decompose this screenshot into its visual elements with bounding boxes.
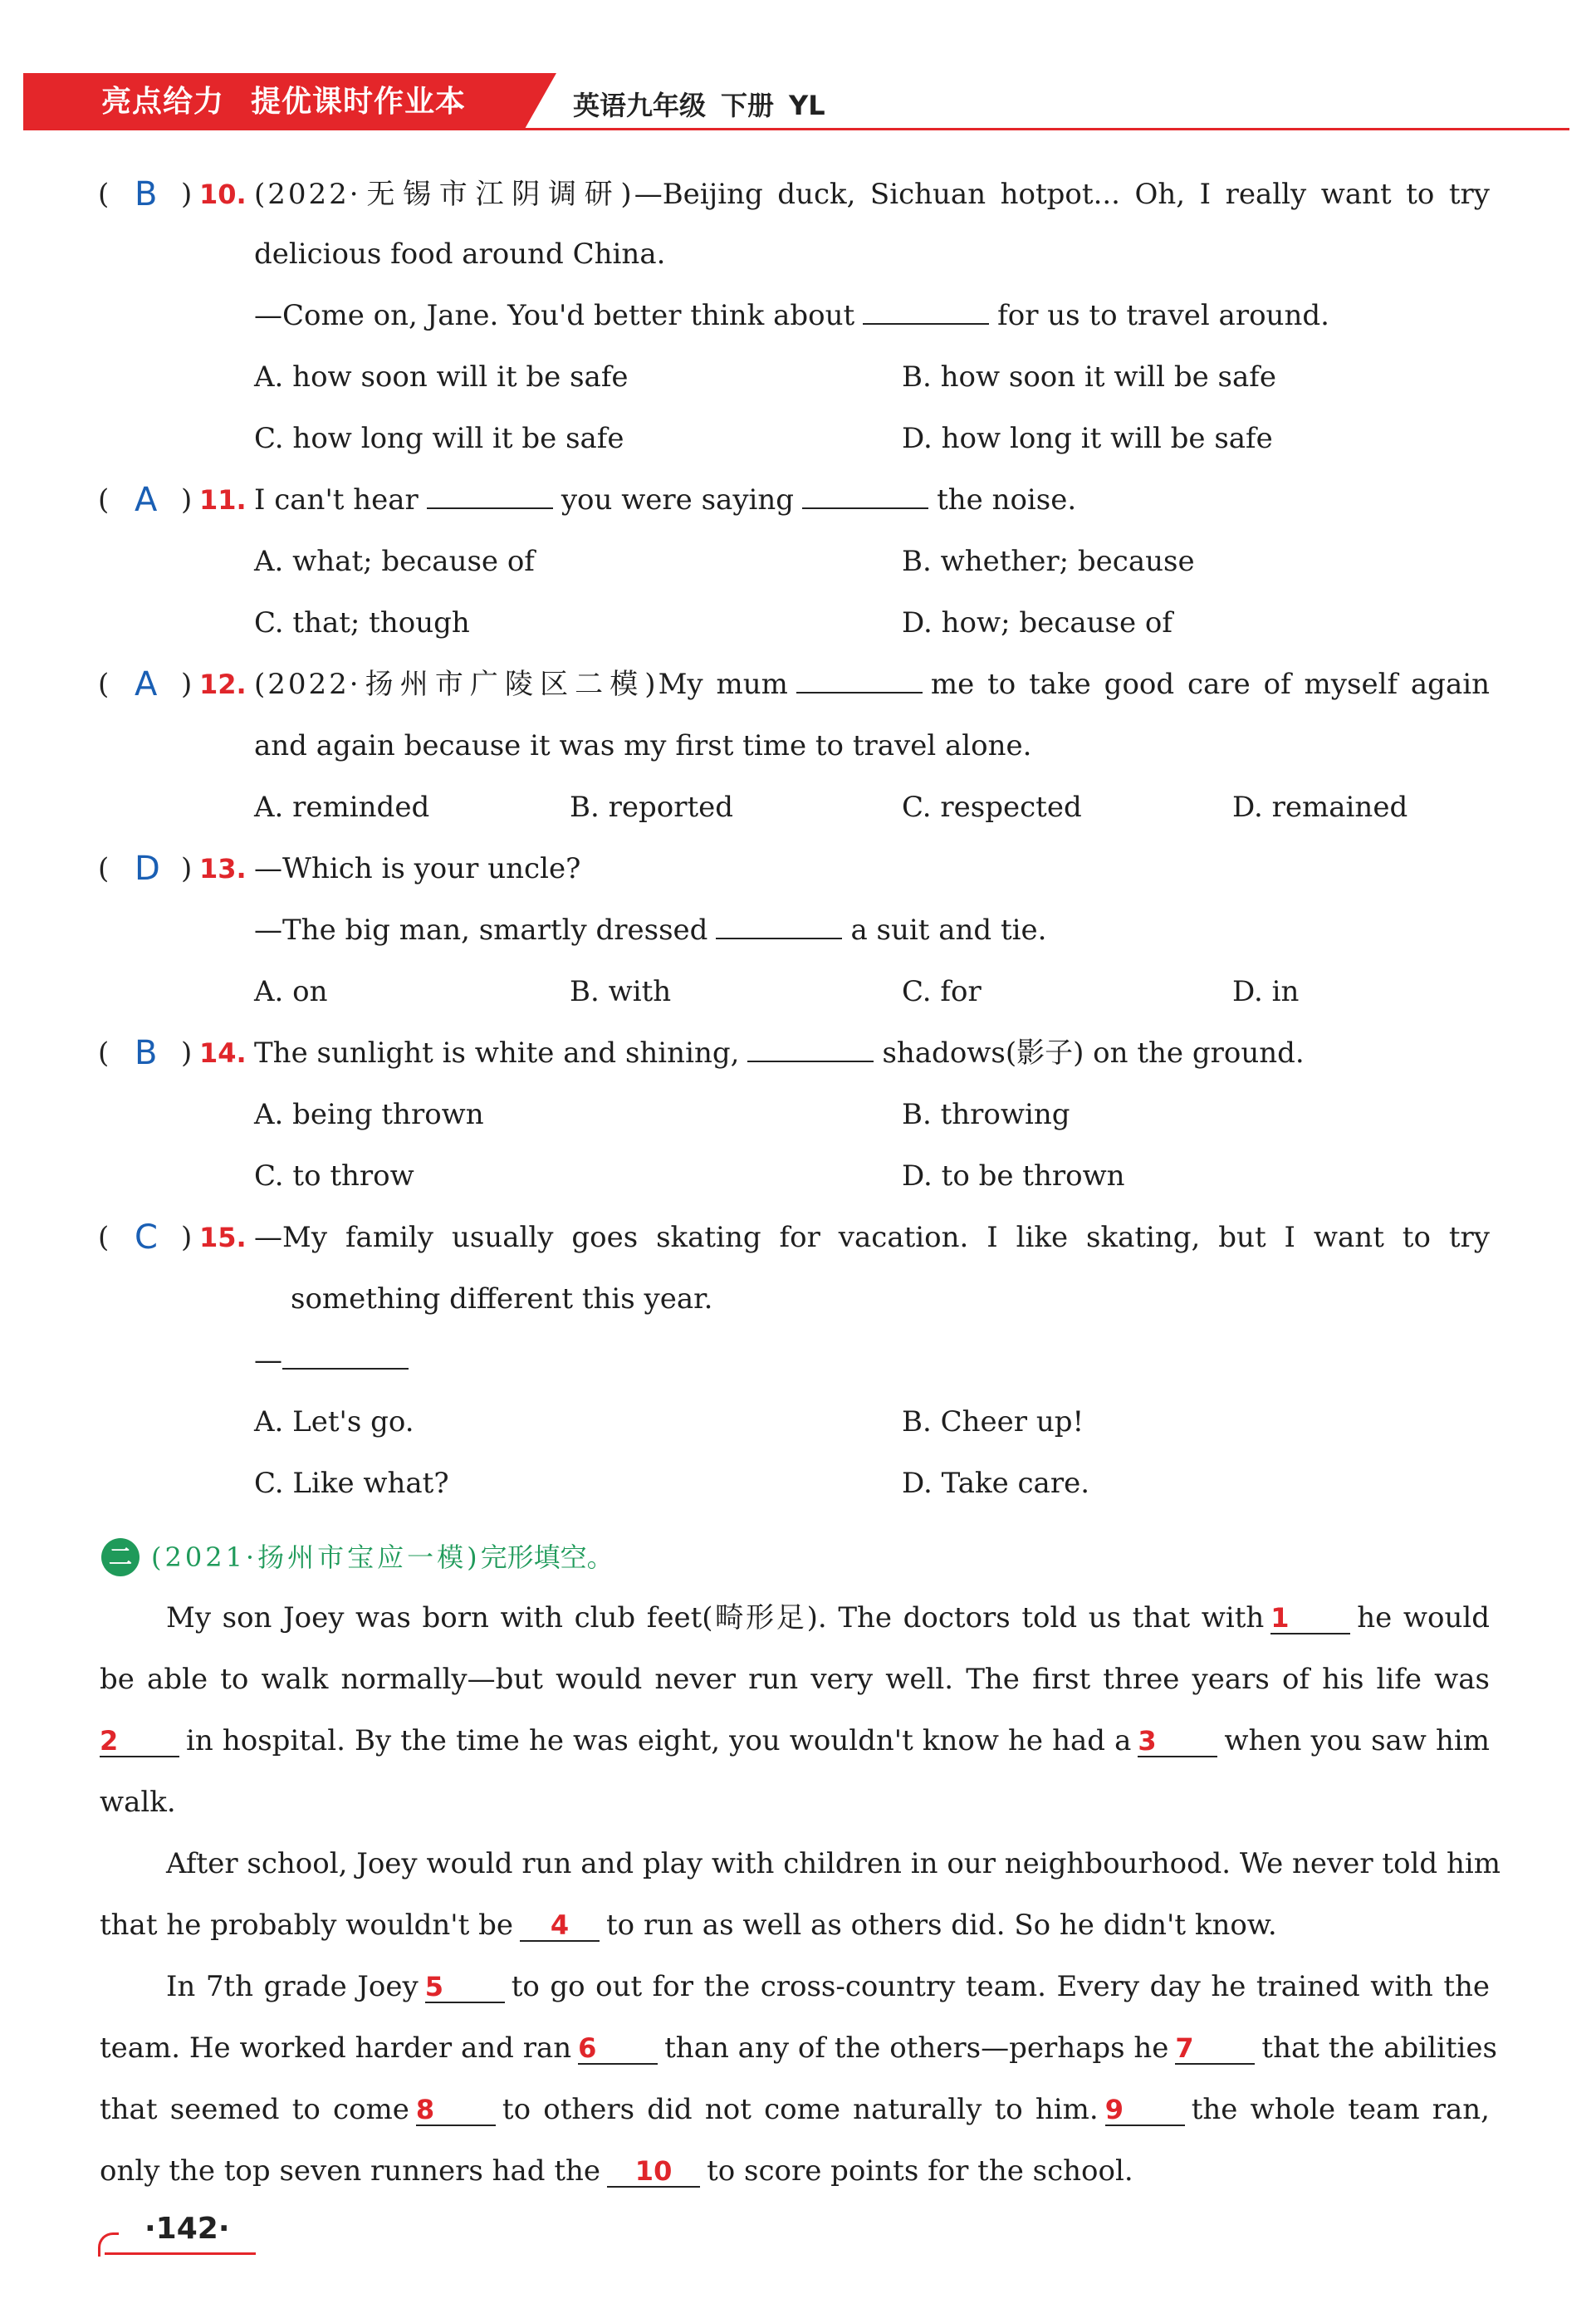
answer-blank bbox=[282, 1343, 409, 1370]
question-stem: —My family usually goes skating for vacation. I like skating, but I want to try bbox=[254, 1221, 1490, 1254]
cloze-blank: 3 bbox=[1138, 1726, 1217, 1757]
answer-mark: A bbox=[135, 481, 158, 519]
page-number: ·142· bbox=[144, 2212, 230, 2246]
option-a: A. what; because of bbox=[254, 545, 535, 578]
book-info bbox=[573, 85, 825, 126]
section-number-icon: 二 bbox=[101, 1538, 140, 1576]
option-c: C. for bbox=[902, 975, 982, 1008]
question-number: 13. bbox=[199, 853, 247, 885]
page-number-rule bbox=[105, 2252, 256, 2255]
cloze-blank: 1 bbox=[1270, 1603, 1350, 1634]
option-d: D. to be thrown bbox=[902, 1159, 1125, 1193]
question-number: 10. bbox=[199, 179, 247, 210]
question-stem: The sunlight is white and shining, shadows(影子) on the ground. bbox=[254, 1037, 1305, 1070]
answer-blank bbox=[802, 483, 928, 509]
option-c: C. to throw bbox=[254, 1159, 414, 1193]
question-number: 12. bbox=[199, 669, 247, 700]
section-title: (2021·扬州市宝应一模)完形填空。 bbox=[151, 1541, 614, 1573]
question-stem: (2022·扬州市广陵区二模)My mum me to take good care of myself again bbox=[254, 668, 1490, 701]
option-a: A. being thrown bbox=[254, 1098, 484, 1131]
option-a: A. on bbox=[254, 975, 328, 1008]
option-b: B. how soon it will be safe bbox=[902, 360, 1276, 394]
answer-mark: B bbox=[135, 1034, 158, 1072]
workbook-page: 亮点给力 提优课时作业本 英语九年级 下册 YL ( B ) 10. (2022·无锡市江阴调研)—Beijing duck, Sichuan hotpot... Oh, I really want to try delicious food around China. —Come on, Jane. You'd better think about for us to travel around. A. how soon will it be safe B. how soon it will be safe C. how long will it be safe D. how long it will be safe ( A ) 11. I can't hear you were saying the noise. A. what; because of B. whether; because C. that; though D. how; because of ( A ) 12. (2022·扬州市广陵区二模)My mum me to take good care of myself again and again because it was my first time to travel alone. A. reminded B. reported C. respected D. remained ( D ) 13. —Which is your uncle? —The big man, smartly dressed a suit and tie. A. on B. with C. for D. in ( B ) 14. The sunlight is white and shining, shadows(影子) on the ground. A. being thrown B. throwing C. to throw D. to be thrown ( C ) 15. —My family usually goes skating for vacation. I like skating, but I want to try something different this year. — A. Let's go. B. Cheer up! C. Like what? D. Take care. 二 (2021·扬州市宝应一模)完形填空。 My son Joey was born with club feet(畸形足). The doctors told us that with 1 he would be able to walk normally—but would never run very well. The first three years of his life was 2 in hospital. By the time he was eight, you wouldn't know he had a 3 when you saw him walk. After school, Joey would run and play with children in our neighbourhood. We never told him that he probably wouldn't be 4 to run as well as others did. So he didn't know. In 7th grade Joey 5 to go out for the cross-country team. Every day he trained with the team. He worked harder and ran 6 than any of the others—perhaps he 7 that the abilities that seemed to come 8 to others did not come naturally to him. 9 the whole team ran, only the top seven runners had the 10 to score points for the school. ·142· bbox=[0, 0, 1596, 2323]
option-c: C. how long will it be safe bbox=[254, 422, 624, 455]
question-stem: —Which is your uncle? bbox=[254, 852, 581, 885]
option-c: C. respected bbox=[902, 791, 1082, 824]
option-a: A. Let's go. bbox=[254, 1405, 414, 1438]
option-a: A. reminded bbox=[254, 791, 430, 824]
cloze-blank: 2 bbox=[100, 1726, 179, 1757]
option-b: B. reported bbox=[570, 791, 734, 824]
option-c: C. that; though bbox=[254, 606, 470, 640]
option-d: D. how long it will be safe bbox=[902, 422, 1273, 455]
subject: 英语九年级 bbox=[573, 90, 707, 121]
answer-blank bbox=[863, 298, 989, 325]
option-a: A. how soon will it be safe bbox=[254, 360, 629, 394]
option-d: D. remained bbox=[1232, 791, 1408, 824]
cloze-blank: 8 bbox=[416, 2095, 496, 2126]
volume: 下册 bbox=[721, 90, 775, 121]
question-stem: (2022·无锡市江阴调研)—Beijing duck, Sichuan hotpot... Oh, I really want to try bbox=[254, 178, 1490, 211]
answer-mark: B bbox=[135, 175, 158, 213]
option-b: B. Cheer up! bbox=[902, 1405, 1084, 1438]
option-b: B. with bbox=[570, 975, 672, 1008]
cloze-blank: 5 bbox=[425, 1972, 505, 2003]
question-stem: I can't hear you were saying the noise. bbox=[254, 483, 1077, 517]
edition: YL bbox=[789, 90, 825, 121]
option-b: B. throwing bbox=[902, 1098, 1070, 1131]
cloze-blank: 10 bbox=[607, 2156, 700, 2188]
cloze-blank: 7 bbox=[1175, 2033, 1255, 2065]
option-d: D. how; because of bbox=[902, 606, 1173, 640]
cloze-blank: 9 bbox=[1105, 2095, 1185, 2126]
option-d: D. in bbox=[1232, 975, 1300, 1008]
question-number: 14. bbox=[199, 1037, 247, 1069]
answer-mark: A bbox=[135, 665, 158, 703]
answer-blank bbox=[747, 1036, 874, 1062]
option-c: C. Like what? bbox=[254, 1467, 449, 1500]
answer-mark: D bbox=[135, 850, 160, 888]
series-title: 亮点给力 提优课时作业本 bbox=[101, 85, 467, 119]
option-b: B. whether; because bbox=[902, 545, 1195, 578]
answer-blank bbox=[716, 913, 842, 939]
answer-blank bbox=[427, 483, 553, 509]
option-d: D. Take care. bbox=[902, 1467, 1089, 1500]
cloze-blank: 4 bbox=[520, 1910, 600, 1942]
cloze-blank: 6 bbox=[578, 2033, 658, 2065]
answer-mark: C bbox=[135, 1218, 158, 1257]
question-number: 11. bbox=[199, 484, 247, 516]
question-number: 15. bbox=[199, 1222, 247, 1253]
header-rule bbox=[23, 128, 1569, 130]
answer-blank bbox=[796, 667, 923, 693]
